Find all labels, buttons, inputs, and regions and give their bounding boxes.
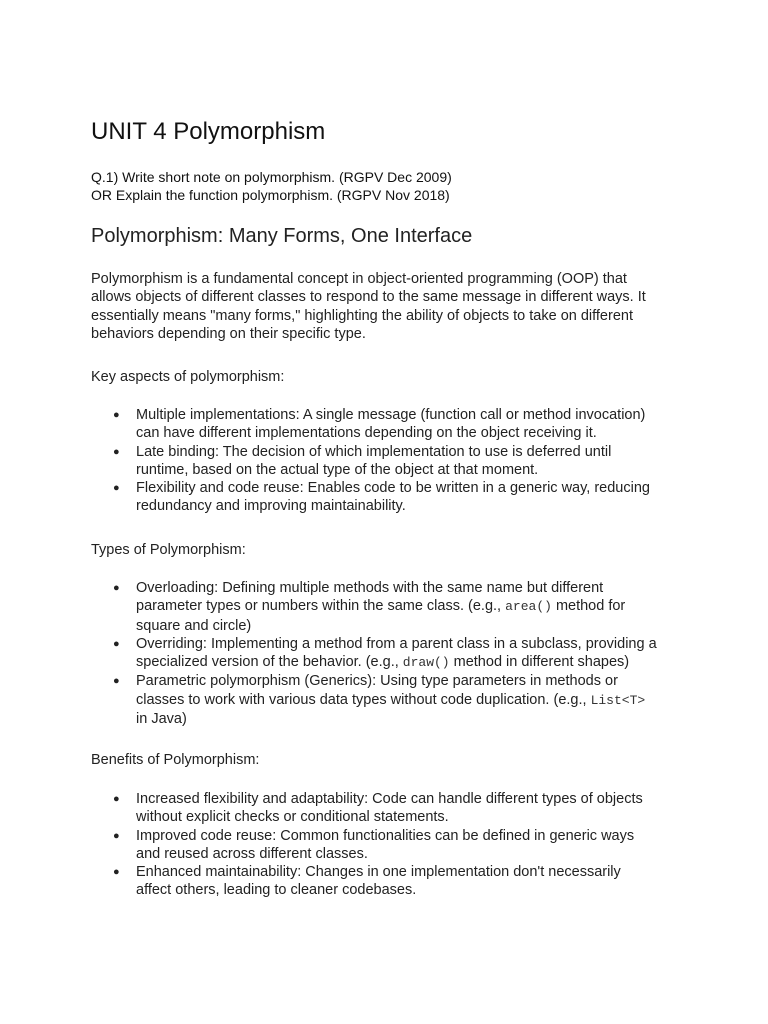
list-item (91, 579, 691, 635)
list-item-line (136, 597, 691, 616)
text-fragment: parameter types or numbers within the same class. (e.g., (136, 598, 506, 615)
question-line-2: OR Explain the function polymorphism. (RGPV Nov 2018) (91, 187, 450, 203)
list-item (91, 406, 691, 443)
bullet-icon: ● (113, 445, 120, 458)
list-item-line: affect others, leading to cleaner codebases. (136, 882, 417, 899)
bullet-icon: ● (113, 637, 120, 650)
text-fragment: specialized version of the behavior. (e.g., (136, 654, 403, 671)
key-aspects-heading: Key aspects of polymorphism: (91, 369, 285, 385)
bullet-icon: ● (113, 582, 120, 594)
list-item-line (136, 691, 691, 710)
code-snippet: area() (505, 599, 552, 615)
text-fragment: method for (551, 598, 626, 615)
list-item-line: can have different implementations depending on the object receiving it. (136, 425, 597, 442)
list-item-line: Flexibility and code reuse: Enables code to be written in a generic way, reducing (136, 480, 650, 497)
list-item (91, 479, 691, 516)
bullet-icon: ● (113, 409, 120, 421)
list-item-line: and reused across different classes. (136, 845, 368, 862)
list-item-line: without explicit checks or conditional statements. (136, 809, 449, 826)
text-fragment: method in different shapes) (449, 654, 630, 671)
list-item (91, 863, 691, 900)
code-snippet: List<T> (590, 692, 646, 708)
bullet-icon: ● (113, 675, 120, 688)
list-item-line: Overriding: Implementing a method from a parent class in a subclass, providing a (136, 635, 657, 652)
list-item (91, 790, 691, 827)
list-item-line: Parametric polymorphism (Generics): Using type parameters in methods or (136, 673, 618, 690)
list-item-line: in Java) (136, 711, 187, 728)
intro-line: allows objects of different classes to respond to the same message in different ways. It (91, 289, 646, 306)
list-item (91, 443, 691, 480)
list-item-line: Increased flexibility and adaptability: Code can handle different types of objects (136, 791, 643, 807)
list-item-line: Multiple implementations: A single message (function call or method invocation) (136, 407, 646, 423)
bullet-icon: ● (113, 829, 120, 842)
list-item-line: Overloading: Defining multiple methods with the same name but different (136, 580, 604, 596)
types-list (91, 579, 691, 728)
question-line-1: Q.1) Write short note on polymorphism. (RGPV Dec 2009) (91, 169, 452, 185)
intro-paragraph (91, 270, 691, 343)
intro-line: Polymorphism is a fundamental concept in object-oriented programming (OOP) that (91, 271, 627, 287)
benefits-list (91, 790, 691, 900)
list-item-line (136, 653, 691, 672)
list-item-line: Improved code reuse: Common functionalities can be defined in generic ways (136, 827, 635, 844)
list-item-line: Enhanced maintainability: Changes in one implementation don't necessarily (136, 864, 621, 881)
intro-line: behaviors depending on their specific type. (91, 325, 366, 342)
text-fragment: classes to work with various data types without code duplication. (e.g., (136, 691, 591, 708)
intro-line: essentially means "many forms," highlighting the ability of objects to take on different (91, 307, 633, 324)
code-snippet: draw() (402, 655, 450, 671)
bullet-icon: ● (113, 793, 120, 805)
page-title: UNIT 4 Polymorphism (91, 118, 326, 145)
list-item-line: Late binding: The decision of which implementation to use is deferred until (136, 443, 612, 460)
bullet-icon: ● (113, 482, 120, 495)
list-item (91, 672, 691, 728)
question-block (91, 168, 452, 204)
benefits-heading: Benefits of Polymorphism: (91, 752, 260, 768)
list-item (91, 827, 691, 864)
list-item (91, 635, 691, 673)
list-item-line: runtime, based on the actual type of the object at that moment. (136, 461, 539, 478)
bullet-icon: ● (113, 866, 120, 879)
section-subtitle: Polymorphism: Many Forms, One Interface (91, 225, 473, 247)
list-item-line: square and circle) (136, 617, 252, 634)
list-item-line: redundancy and improving maintainability. (136, 498, 406, 515)
types-heading: Types of Polymorphism: (91, 542, 246, 558)
key-aspects-list (91, 406, 691, 516)
